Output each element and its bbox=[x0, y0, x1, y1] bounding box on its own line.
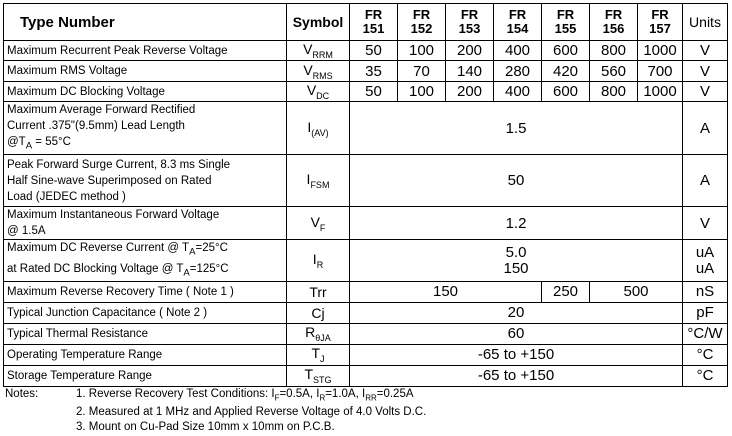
vrrm-symbol: $V_{RRM}$ bbox=[287, 41, 350, 61]
notes-list bbox=[76, 387, 426, 435]
cj-description: Typical Junction Capacitance ( Note 2 ) bbox=[4, 302, 287, 323]
vrms-value: 140 bbox=[446, 61, 494, 82]
tstg-symbol: $T_{STG}$ bbox=[287, 365, 350, 386]
tj-value: -65 to +150 bbox=[350, 344, 683, 365]
note-1: 1. Reverse Recovery Test Conditions: $I_F=0.5A$, $I_R=1.0A$, $I_{RR}=0.25A$ bbox=[76, 388, 414, 403]
vdc-value: 800 bbox=[590, 82, 638, 102]
part-header-156: FR 156 bbox=[590, 4, 638, 41]
vrrm-value: 100 bbox=[398, 41, 446, 61]
part-header-154: FR 154 bbox=[494, 4, 542, 41]
symbol-header: Symbol bbox=[287, 4, 350, 41]
ifsm-value: 50 bbox=[350, 155, 683, 207]
vrms-value: 700 bbox=[638, 61, 683, 82]
vf-value: 1.2 bbox=[350, 207, 683, 240]
vdc-symbol: $V_{DC}$ bbox=[287, 82, 350, 102]
tstg-unit: °C bbox=[683, 365, 728, 386]
rth-description: Typical Thermal Resistance bbox=[4, 323, 287, 344]
cj-value: 20 bbox=[350, 302, 683, 323]
tj-description: Operating Temperature Range bbox=[4, 344, 287, 365]
vdc-value: 1000 bbox=[638, 82, 683, 102]
notes-label: Notes: bbox=[5, 388, 39, 400]
trr-value-fr151-154: 150 bbox=[350, 281, 542, 302]
tj-unit: °C bbox=[683, 344, 728, 365]
row-tstg bbox=[4, 365, 728, 386]
ifsm-description: Peak Forward Surge Current, 8.3 ms Single Half Sine-wave Superimposed on Rated Load (JEDEC method ) bbox=[4, 155, 287, 207]
trr-value-fr156-157: 500 bbox=[590, 281, 683, 302]
row-rth bbox=[4, 323, 728, 344]
row-tj bbox=[4, 344, 728, 365]
rth-value: 60 bbox=[350, 323, 683, 344]
row-vrrm bbox=[4, 41, 728, 61]
vrms-value: 560 bbox=[590, 61, 638, 82]
units-header: Units bbox=[683, 4, 728, 41]
vdc-value: 600 bbox=[542, 82, 590, 102]
row-ifsm bbox=[4, 155, 728, 207]
part-header-152: FR 152 bbox=[398, 4, 446, 41]
rth-unit: °C/W bbox=[683, 323, 728, 344]
vdc-value: 50 bbox=[350, 82, 398, 102]
ir-description: Maximum DC Reverse Current @ $T_A=25^\circ C$ at Rated DC Blocking Voltage @ $T_A=125^\circ C$ bbox=[4, 240, 287, 282]
type-number-header: Type Number bbox=[4, 4, 287, 41]
note-2: 2. Measured at 1 MHz and Applied Reverse Voltage of 4.0 Volts D.C. bbox=[76, 406, 427, 419]
ifsm-symbol: $I_{FSM}$ bbox=[287, 155, 350, 207]
iav-value: 1.5 bbox=[350, 102, 683, 155]
vrms-symbol: $V_{RMS}$ bbox=[287, 61, 350, 82]
part-header-155: FR 155 bbox=[542, 4, 590, 41]
ir-symbol: $I_R$ bbox=[287, 240, 350, 282]
vrrm-value: 400 bbox=[494, 41, 542, 61]
vdc-value: 100 bbox=[398, 82, 446, 102]
note-3: 3. Mount on Cu-Pad Size 10mm x 10mm on P.C.B. bbox=[76, 421, 335, 434]
vrms-description: Maximum RMS Voltage bbox=[4, 61, 287, 82]
part-header-151: FR 151 bbox=[350, 4, 398, 41]
vrrm-value: 200 bbox=[446, 41, 494, 61]
row-vdc bbox=[4, 82, 728, 102]
row-ir bbox=[4, 240, 728, 282]
vdc-description: Maximum DC Blocking Voltage bbox=[4, 82, 287, 102]
row-vf bbox=[4, 207, 728, 240]
vrrm-value: 50 bbox=[350, 41, 398, 61]
tstg-value: -65 to +150 bbox=[350, 365, 683, 386]
vrrm-value: 1000 bbox=[638, 41, 683, 61]
trr-unit: nS bbox=[683, 281, 728, 302]
trr-description: Maximum Reverse Recovery Time ( Note 1 ) bbox=[4, 281, 287, 302]
vdc-unit: V bbox=[683, 82, 728, 102]
rth-symbol: $R_{\theta JA}$ bbox=[287, 323, 350, 344]
iav-unit: A bbox=[683, 102, 728, 155]
iav-symbol: $I_{(AV)}$ bbox=[287, 102, 350, 155]
cj-unit: pF bbox=[683, 302, 728, 323]
vf-symbol: $V_F$ bbox=[287, 207, 350, 240]
tj-symbol: $T_J$ bbox=[287, 344, 350, 365]
vf-unit: V bbox=[683, 207, 728, 240]
vrrm-value: 600 bbox=[542, 41, 590, 61]
cj-symbol: Cj bbox=[287, 302, 350, 323]
vrms-value: 280 bbox=[494, 61, 542, 82]
vrrm-description: Maximum Recurrent Peak Reverse Voltage bbox=[4, 41, 287, 61]
part-header-157: FR 157 bbox=[638, 4, 683, 41]
vrrm-value: 800 bbox=[590, 41, 638, 61]
vdc-value: 400 bbox=[494, 82, 542, 102]
row-vrms bbox=[4, 61, 728, 82]
row-trr bbox=[4, 281, 728, 302]
part-header-153: FR 153 bbox=[446, 4, 494, 41]
header-row bbox=[4, 4, 728, 41]
trr-symbol: Trr bbox=[287, 281, 350, 302]
ifsm-unit: A bbox=[683, 155, 728, 207]
vrms-value: 70 bbox=[398, 61, 446, 82]
vf-description: Maximum Instantaneous Forward Voltage @ 1.5A bbox=[4, 207, 287, 240]
row-iav bbox=[4, 102, 728, 155]
vrms-unit: V bbox=[683, 61, 728, 82]
vdc-value: 200 bbox=[446, 82, 494, 102]
vrms-value: 35 bbox=[350, 61, 398, 82]
row-cj bbox=[4, 302, 728, 323]
iav-description: Maximum Average Forward Rectified Current .375"(9.5mm) Lead Length $@T_A = 55^\circ C$ bbox=[4, 102, 287, 155]
ir-unit: uA uA bbox=[683, 240, 728, 282]
trr-value-fr155: 250 bbox=[542, 281, 590, 302]
vrrm-unit: V bbox=[683, 41, 728, 61]
ir-value: 5.0 150 bbox=[350, 240, 683, 282]
tstg-description: Storage Temperature Range bbox=[4, 365, 287, 386]
vrms-value: 420 bbox=[542, 61, 590, 82]
spec-table bbox=[3, 3, 728, 387]
